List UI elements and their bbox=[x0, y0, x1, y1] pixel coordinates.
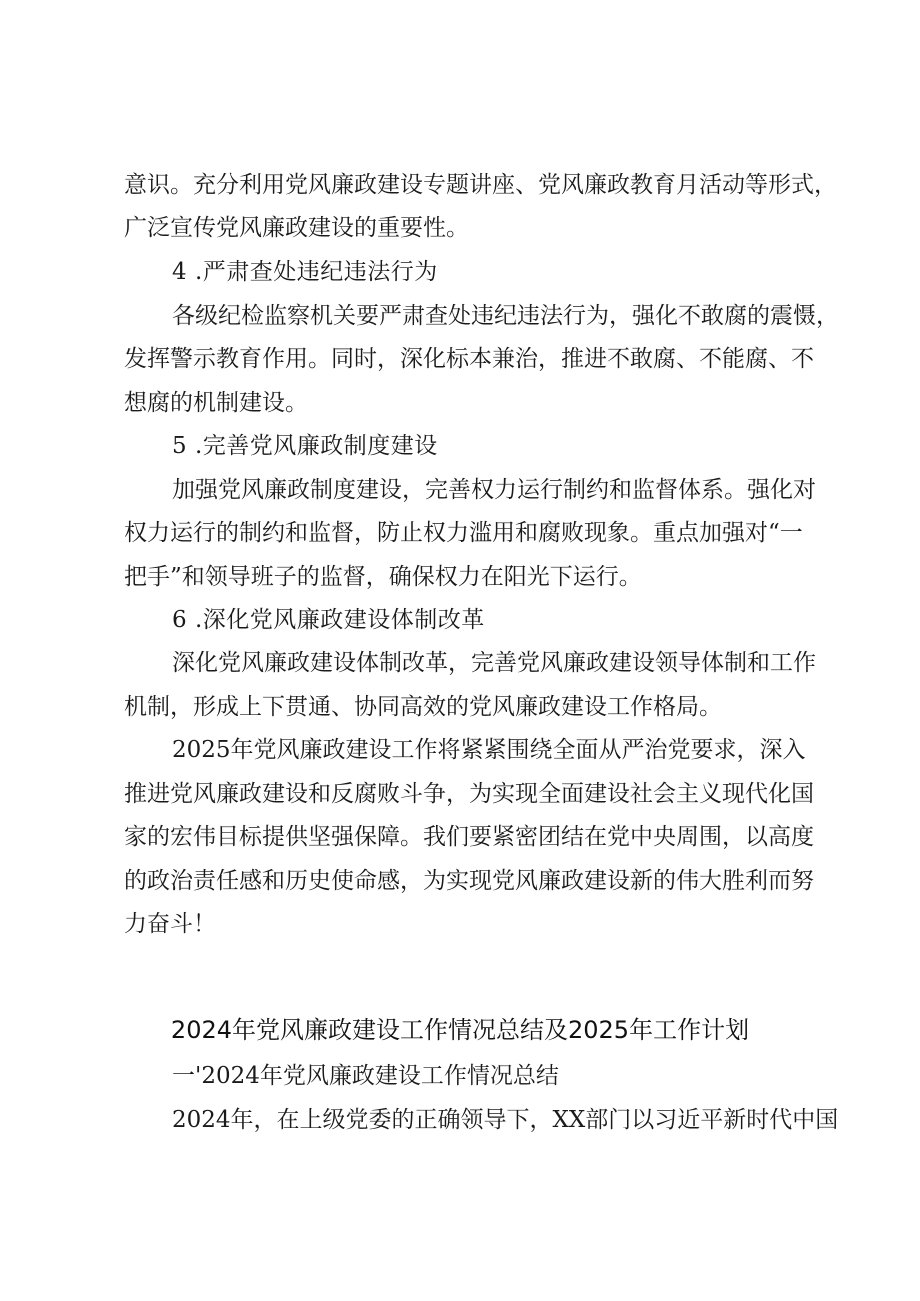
paragraph-line: 想腐的机制建设。 bbox=[124, 390, 308, 416]
paragraph-line: 力奋斗！ bbox=[124, 911, 216, 937]
section-heading-5: 5 .完善党风廉政制度建设 bbox=[172, 433, 438, 459]
section-heading-1: 一'2024年党风廉政建设工作情况总结 bbox=[172, 1063, 559, 1089]
paragraph-line: 深化党风廉政建设体制改革，完善党风廉政建设领导体制和工作 bbox=[172, 650, 816, 676]
paragraph-line: 2024年，在上级党委的正确领导下，XX部门以习近平新时代中国 bbox=[172, 1107, 839, 1133]
paragraph-line: 加强党风廉政制度建设，完善权力运行制约和监督体系。强化对 bbox=[172, 477, 816, 503]
paragraph-line: 权力运行的制约和监督，防止权力滥用和腐败现象。重点加强对“一 bbox=[124, 520, 803, 546]
section-heading-6: 6 .深化党风廉政建设体制改革 bbox=[172, 607, 485, 633]
paragraph-line: 发挥警示教育作用。同时，深化标本兼治，推进不敢腐、不能腐、不 bbox=[124, 346, 814, 372]
document-title: 2024年党风廉政建设工作情况总结及2025年工作计划 bbox=[170, 1016, 750, 1044]
paragraph-line: 家的宏伟目标提供坚强保障。我们要紧密团结在党中央周围，以高度 bbox=[124, 824, 814, 850]
section-heading-4: 4 .严肃查处违纪违法行为 bbox=[172, 259, 438, 285]
paragraph-line: 2025年党风廉政建设工作将紧紧围绕全面从严治党要求，深入 bbox=[172, 737, 806, 763]
paragraph-line: 各级纪检监察机关要严肃查处违纪违法行为，强化不敢腐的震慑， bbox=[172, 303, 839, 329]
paragraph-line: 机制，形成上下贯通、协同高效的党风廉政建设工作格局。 bbox=[124, 694, 722, 720]
paragraph-line: 推进党风廉政建设和反腐败斗争，为实现全面建设社会主义现代化国 bbox=[124, 781, 814, 807]
paragraph-line: 广泛宣传党风廉政建设的重要性。 bbox=[124, 215, 469, 241]
paragraph-line: 把手”和领导班子的监督，确保权力在阳光下运行。 bbox=[124, 564, 642, 590]
paragraph-line: 的政治责任感和历史使命感，为实现党风廉政建设新的伟大胜利而努 bbox=[124, 868, 814, 894]
paragraph-line: 意识。充分利用党风廉政建设专题讲座、党风廉政教育月活动等形式， bbox=[124, 172, 837, 198]
